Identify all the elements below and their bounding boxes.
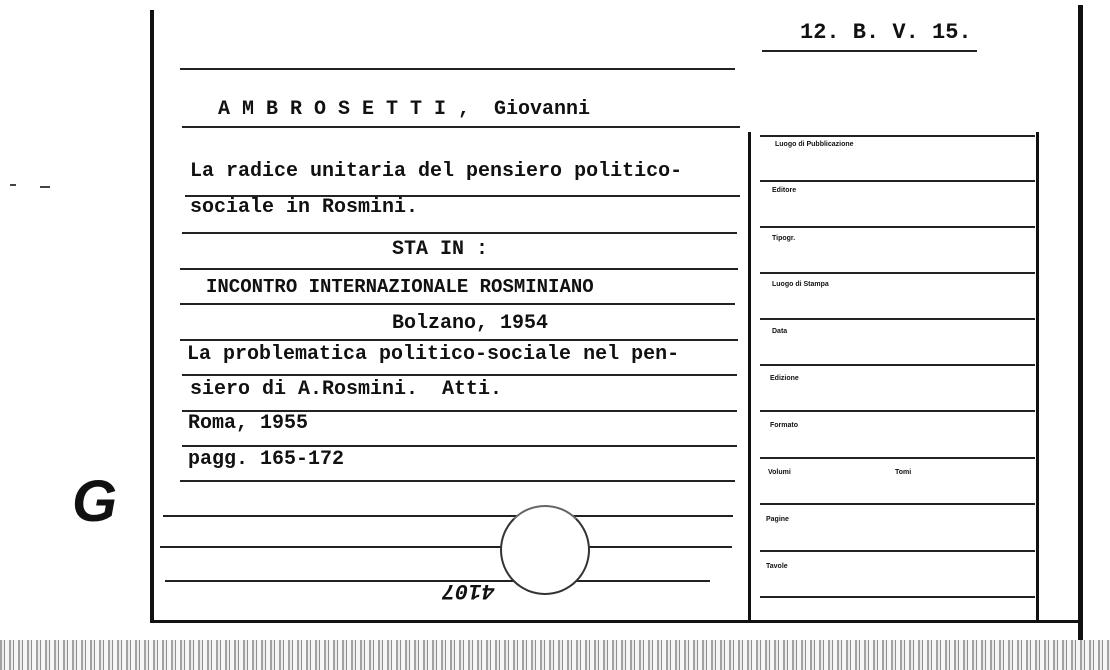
pages: pagg. 165-172	[188, 448, 345, 471]
rule-line	[182, 374, 737, 376]
rule-line	[160, 546, 732, 548]
form-rule	[760, 272, 1035, 274]
rule-line	[163, 515, 733, 517]
shelfmark: 12. B. V. 15.	[800, 20, 972, 45]
card-right-border	[1078, 5, 1083, 640]
scan-speck	[40, 186, 50, 188]
author: A M B R O S E T T I , Giovanni	[218, 98, 591, 121]
rule-line	[165, 580, 710, 582]
work-line-1: La problematica politico-sociale nel pen-	[187, 343, 680, 366]
form-rule	[760, 364, 1035, 366]
work-line-2: siero di A.Rosmini. Atti.	[190, 378, 503, 401]
form-rule	[760, 180, 1035, 182]
form-label-tomi: Tomi	[895, 469, 912, 476]
title-line-2: sociale in Rosmini.	[190, 196, 419, 219]
form-label-formato: Formato	[770, 422, 798, 429]
form-rule	[760, 457, 1035, 459]
form-label-luogo-stampa: Luogo di Stampa	[772, 281, 829, 288]
form-rule	[760, 226, 1035, 228]
form-rule	[760, 318, 1035, 320]
place-year: Bolzano, 1954	[392, 312, 549, 335]
form-rule	[760, 550, 1035, 552]
form-label-tavole: Tavole	[766, 563, 788, 570]
stamp-number: 4107	[442, 578, 495, 603]
rule-line	[180, 303, 735, 305]
punch-hole	[500, 505, 590, 595]
form-label-edizione: Edizione	[770, 375, 799, 382]
form-label-tipografia: Tipogr.	[772, 235, 796, 242]
rule-line	[180, 268, 738, 270]
rule-line	[182, 445, 737, 447]
form-rule	[760, 503, 1035, 505]
sta-in-label: STA IN :	[392, 238, 489, 261]
rule-line	[180, 68, 735, 70]
form-rule	[760, 410, 1035, 412]
form-panel-left-border	[748, 132, 751, 622]
conference-name: INCONTRO INTERNAZIONALE ROSMINIANO	[206, 276, 594, 298]
margin-letter: G	[72, 469, 118, 534]
form-panel-right-border	[1036, 132, 1039, 622]
form-label-editore: Editore	[772, 187, 797, 194]
shelfmark-underline	[762, 50, 977, 52]
rule-line	[182, 232, 737, 234]
bottom-border	[150, 620, 1080, 623]
scan-speck	[10, 184, 16, 186]
form-rule	[760, 135, 1035, 137]
rule-line	[180, 480, 735, 482]
scan-edge-noise	[0, 640, 1110, 670]
form-label-data: Data	[772, 328, 788, 335]
publication: Roma, 1955	[188, 412, 309, 435]
title-line-1: La radice unitaria del pensiero politico-	[190, 160, 683, 183]
form-label-pagine: Pagine	[766, 516, 789, 523]
rule-line	[182, 126, 740, 128]
form-label-volumi: Volumi	[768, 469, 791, 476]
rule-line	[180, 339, 738, 341]
form-rule	[760, 596, 1035, 598]
card-left-border	[150, 10, 154, 622]
form-label-luogo-pubblicazione: Luogo di Pubblicazione	[775, 141, 854, 148]
